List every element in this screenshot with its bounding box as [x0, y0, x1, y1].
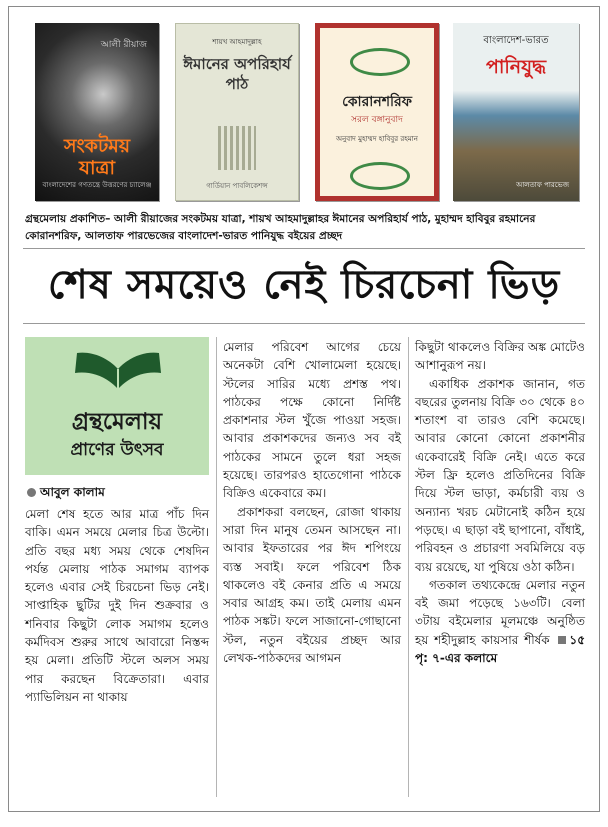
- book-covers: [23, 17, 583, 213]
- square-bullet-icon: [558, 636, 566, 644]
- article-column-1: [25, 505, 209, 706]
- book-cover-koranshorif: [315, 23, 439, 201]
- caption-book-4: বাংলাদেশ-ভারত পানিযুদ্ধ: [178, 230, 285, 242]
- paragraph: মেলা শেষ হতে আর মাত্র পাঁচ দিন বাকি। এমন সময়ে মেলার চিত্র উল্টো। প্রতি বছর মধ্য সময় থেকে শেষদিন পর্যন্ত মেলায় পাঠক সমাগম ব্যাপক হলেও এবার সেই চিরচেনা ভিড় নেই। সাপ্তাহিক ছুটির দুই দিন শুক্রবার ও শনিবার কিছুটা লোক সমাগম হলেও কর্মদিবস শুরুর সাথে আবারো নিস্তব্দ হয় মেলা। প্রতিটি স্টলে অলস সময় পার করছেন বিক্রেতারা। এবার প্যাভিলিয়ন না থাকায়: [25, 507, 209, 704]
- paragraph: একাধিক প্রকাশক জানান, গত বছরের তুলনায় বিক্রি ৩০ থেকে ৪০ শতাংশ বা তারও বেশি কমেছে। আবার কোনো কোনো প্রকাশনীর একেবারেই বিক্রি নেই। এতে করে স্টল ফ্রি হলেও প্রতিদিনের বিক্রি দিয়ে স্টল ভাড়া, কর্মচারী ব্যয় ও অন্যান্য খরচ মেটানোই কঠিন হয়ে পড়ছে। এ ছাড়া বই ছাপানো, বাঁধাই, পরিবহন ও প্রচারণা সবমিলিয়ে বড় ব্যয় রয়েছে, যা পুষিয়ে ওঠা কঠিন।: [415, 376, 585, 574]
- byline: [27, 484, 105, 504]
- cover-translator: অনুবাদ মুহাম্মদ হাবিবুর রহমান: [336, 135, 418, 143]
- caption-book-2: ঈমানের অপরিহার্য পাঠ: [332, 213, 428, 225]
- cover-author: আলী রীয়াজ: [100, 40, 147, 50]
- logo-line-1: গ্রন্থমেলায়: [71, 409, 163, 435]
- column-divider: [408, 337, 409, 797]
- cover-subtitle: সরল বঙ্গানুবাদ: [351, 115, 403, 125]
- open-book-icon: [73, 345, 163, 393]
- section-logo: [25, 337, 209, 475]
- logo-line-2: প্রাণের উৎসব: [70, 440, 164, 460]
- book-cover-panijuddho: [453, 23, 579, 201]
- calligraphy-icon: [218, 126, 256, 170]
- photo-caption: গ্রন্থমেলায় প্রকাশিত– আলী রীয়াজের সংকটময় যাত্রা, শায়খ আহমাদুল্লাহর ঈমানের অপরিহার্য পাঠ, মুহাম্মদ হাবিবুর রহমানের কোরানশরিফ, আলতাফ পারভেজের বাংলাদেশ-ভারত পানিযুদ্ধ বইয়ের প্রচ্ছদ: [25, 213, 536, 242]
- cover-title: ঈমানের অপরিহার্য পাঠ: [183, 55, 291, 93]
- continued-on-label: ১৫ পৃ: ৭-এর কলামে: [415, 632, 585, 666]
- paragraph: প্রকাশকরা বলছেন, রোজা থাকায় সারা দিন মানুষ তেমন আসছেন না। আবার ইফতারের পর ঈদ শপিংয়ে ব্যস্ত সবাই। ফলে পরিবেশ ঠিক থাকলেও বই কেনার প্রতি এ সময়ে সবার আগ্রহ কম। তাই মেলায় এমন পাঠক সঙ্কট। ফলে সাজানো-গোছানো স্টল, নতুন বইয়ের প্রচ্ছদ আর লেখক-পাঠকদের আগমন: [223, 504, 401, 666]
- cover-title: কোরানশরিফ: [342, 94, 412, 110]
- ornament-icon: [350, 162, 410, 190]
- article-column-3: [415, 338, 585, 667]
- ornament-icon: [350, 48, 410, 76]
- paragraph: কিছুটা থাকলেও বিক্রির অঙ্ক মোটেও আশানুরূপ নয়।: [415, 340, 585, 373]
- divider: [23, 323, 585, 324]
- book-cover-sonkotmoy-jatra: [35, 23, 159, 201]
- headline: শেষ সময়েও নেই চিরচেনা ভিড়: [47, 262, 561, 308]
- cover-author: আলতাফ পারভেজ: [516, 181, 569, 189]
- caption-book-3: কোরানশরিফ: [25, 230, 78, 242]
- cover-subtitle: বাংলাদেশের গণতন্ত্রে উত্তরণের চ্যালেঞ্জ: [42, 181, 152, 189]
- paragraph: গতকাল তথ্যকেন্দ্রে মেলার নতুন বই জমা পড়েছে ১৬৩টি। বেলা ৩টায় বইমেলার মূলমঞ্চে অনুষ্ঠিত হয় শহীদুল্লাহ কায়সার শীর্ষক ১৫ পৃ: ৭-এর কলামে: [415, 577, 585, 666]
- cover-kicker: বাংলাদেশ-ভারত: [483, 35, 549, 46]
- book-cover-imaner-oporiharjo-path: [175, 23, 299, 201]
- cover-author: শায়খ আহমাদুল্লাহ: [212, 38, 262, 46]
- cover-title: পানিযুদ্ধ: [485, 56, 547, 78]
- newspaper-page: [8, 6, 600, 812]
- caption-book-1: সংকটময় যাত্রা: [181, 213, 242, 225]
- article-column-2: [223, 338, 401, 667]
- column-divider: [216, 337, 217, 797]
- divider: [23, 248, 585, 249]
- cover-title: সংকটময় যাত্রা: [63, 135, 131, 179]
- paragraph: মেলার পরিবেশ আগের চেয়ে অনেকটা বেশি খোলামেলা হয়েছে। স্টলের সারির মধ্যে প্রশস্ত পথ। পাঠকের পক্ষে কোনো নির্দিষ্ট প্রকাশনার স্টল খুঁজে পাওয়া সহজ। আবার প্রকাশকদের জন্যও সব বই পাঠকের সামনে তুলে ধরা সহজ হয়েছে। তারপরও হাতেগোনা পাঠকে বিক্রিও একেবারে কম।: [223, 340, 401, 501]
- author-name: আবুল কালাম: [40, 485, 105, 499]
- cover-publisher: গার্ডিয়ান পাবলিকেশন্স: [206, 182, 268, 190]
- bullet-icon: [27, 488, 36, 497]
